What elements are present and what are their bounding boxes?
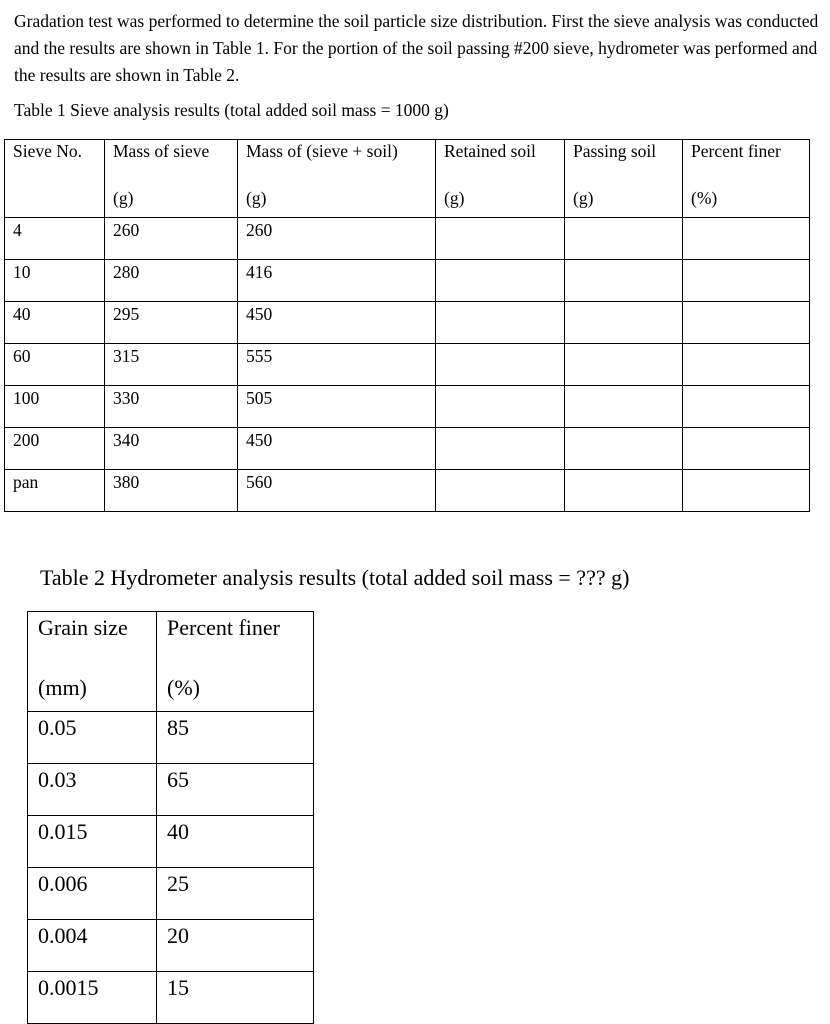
table-cell: 505	[238, 386, 436, 428]
table-cell	[565, 260, 683, 302]
table1-unit-cell: (g)	[238, 179, 436, 218]
table-cell	[436, 344, 565, 386]
table-cell: 15	[157, 972, 314, 1024]
table-cell	[436, 470, 565, 512]
table-row	[5, 344, 810, 386]
table-cell	[565, 470, 683, 512]
table-cell	[565, 218, 683, 260]
table-cell: 260	[238, 218, 436, 260]
table-row	[5, 386, 810, 428]
table1-unit-cell: (g)	[436, 179, 565, 218]
table-cell: 330	[105, 386, 238, 428]
intro-paragraph: Gradation test was performed to determine the soil particle size distribution. First the sieve analysis was conducted and the results are shown in Table 1. For the portion of the soil passing #200 sieve, hydrometer was performed and the results are shown in Table 2.	[14, 11, 819, 85]
table1-header-cell: Mass of (sieve + soil)	[238, 140, 436, 180]
table1-unit-cell: (g)	[105, 179, 238, 218]
hydrometer-analysis-table	[27, 611, 314, 1024]
table-cell: 280	[105, 260, 238, 302]
table-cell: 85	[157, 712, 314, 764]
table1-units-row	[5, 179, 810, 218]
table-cell	[565, 386, 683, 428]
table-row	[28, 816, 314, 868]
table1-header-cell: Mass of sieve	[105, 140, 238, 180]
table-cell: 40	[157, 816, 314, 868]
table-cell: 0.03	[28, 764, 157, 816]
table2-header-row	[28, 612, 314, 665]
table-cell: 315	[105, 344, 238, 386]
table-cell: 60	[5, 344, 105, 386]
table-cell: 380	[105, 470, 238, 512]
table-cell	[565, 428, 683, 470]
table-cell: 100	[5, 386, 105, 428]
table-cell	[436, 428, 565, 470]
table-cell	[436, 302, 565, 344]
table-cell: 200	[5, 428, 105, 470]
table1-header-cell: Passing soil	[565, 140, 683, 180]
sieve-analysis-table	[4, 139, 810, 512]
table2-units-row	[28, 664, 314, 712]
table-row	[5, 260, 810, 302]
table2-unit-cell: (mm)	[28, 664, 157, 712]
table-cell: 450	[238, 428, 436, 470]
table-cell: 555	[238, 344, 436, 386]
table-cell	[683, 302, 810, 344]
table-cell: 0.0015	[28, 972, 157, 1024]
table-cell: 0.006	[28, 868, 157, 920]
table1-unit-cell	[5, 179, 105, 218]
table-row	[28, 920, 314, 972]
table-row	[28, 764, 314, 816]
table1-header-row	[5, 140, 810, 180]
table-row	[5, 428, 810, 470]
table-cell	[436, 386, 565, 428]
table-cell: pan	[5, 470, 105, 512]
table-cell: 20	[157, 920, 314, 972]
table1-header-cell: Retained soil	[436, 140, 565, 180]
table-row	[5, 470, 810, 512]
table-cell: 0.05	[28, 712, 157, 764]
table-cell: 0.015	[28, 816, 157, 868]
table2-header-cell: Percent finer	[157, 612, 314, 665]
table-row	[28, 972, 314, 1024]
table2-unit-cell: (%)	[157, 664, 314, 712]
table1-unit-cell: (%)	[683, 179, 810, 218]
table-cell: 416	[238, 260, 436, 302]
table-row	[5, 302, 810, 344]
table-cell: 295	[105, 302, 238, 344]
table-cell	[565, 344, 683, 386]
table-cell: 260	[105, 218, 238, 260]
table-row	[28, 712, 314, 764]
table-cell	[683, 470, 810, 512]
table-row	[5, 218, 810, 260]
table-cell	[565, 302, 683, 344]
table1-header-cell: Sieve No.	[5, 140, 105, 180]
table-cell: 10	[5, 260, 105, 302]
table-cell: 40	[5, 302, 105, 344]
table-cell: 65	[157, 764, 314, 816]
table-cell: 560	[238, 470, 436, 512]
table2-header-cell: Grain size	[28, 612, 157, 665]
table-cell	[683, 386, 810, 428]
table-row	[28, 868, 314, 920]
table2-caption: Table 2 Hydrometer analysis results (total added soil mass = ??? g)	[40, 565, 630, 590]
table1-caption: Table 1 Sieve analysis results (total added soil mass = 1000 g)	[14, 100, 449, 120]
table-cell	[683, 428, 810, 470]
table-cell	[436, 260, 565, 302]
table-cell: 25	[157, 868, 314, 920]
table-cell	[683, 260, 810, 302]
table-cell	[436, 218, 565, 260]
table1-unit-cell: (g)	[565, 179, 683, 218]
table-cell: 340	[105, 428, 238, 470]
table-cell: 450	[238, 302, 436, 344]
table-cell	[683, 218, 810, 260]
table-cell: 4	[5, 218, 105, 260]
table-cell: 0.004	[28, 920, 157, 972]
table-cell	[683, 344, 810, 386]
table1-header-cell: Percent finer	[683, 140, 810, 180]
